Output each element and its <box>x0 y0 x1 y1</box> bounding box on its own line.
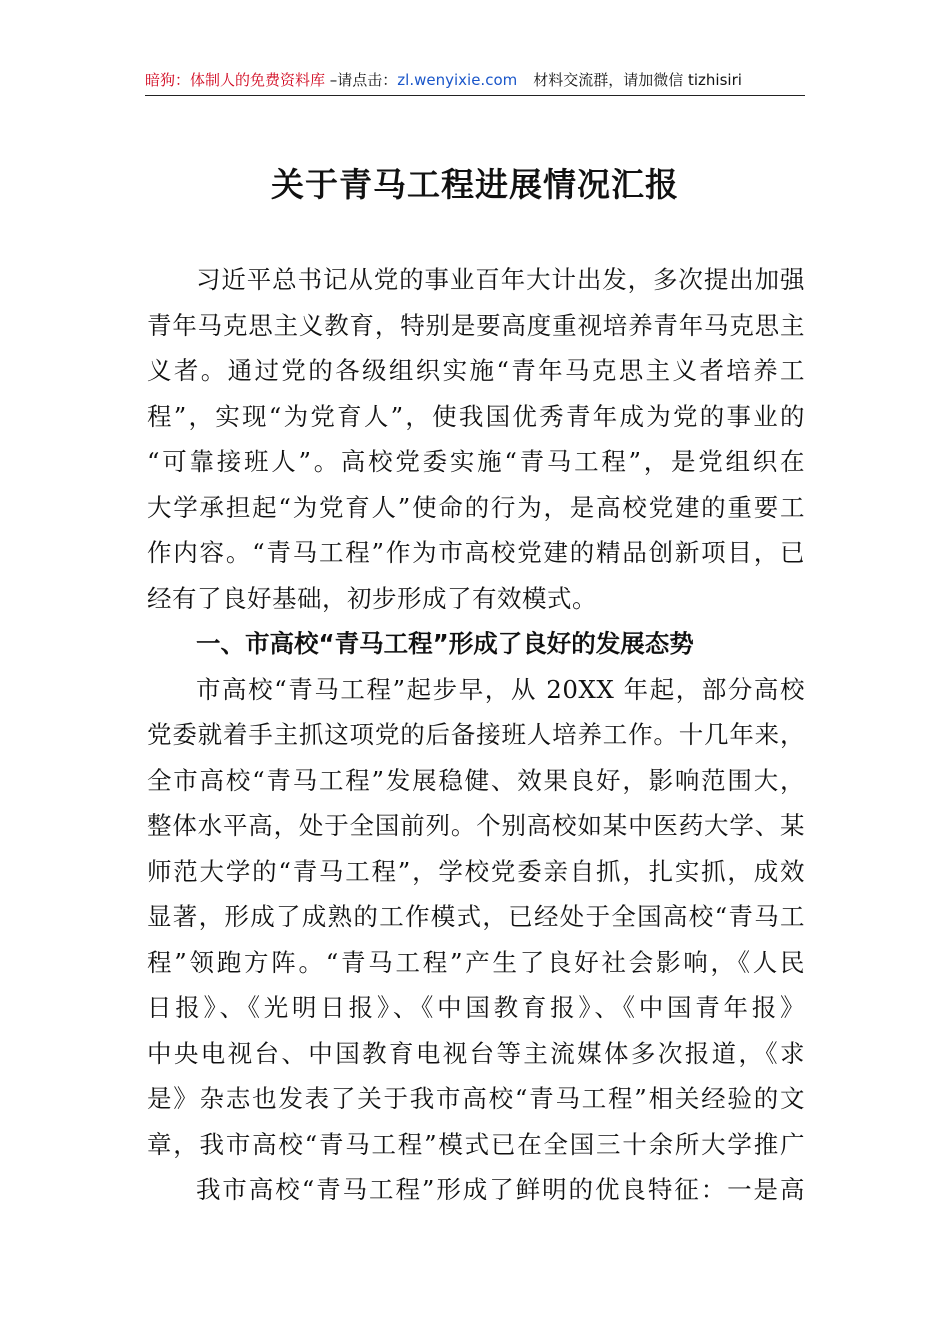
paragraph-line: 作内容。“青马工程”作为市高校党建的精品创新项目，已 <box>147 538 805 567</box>
paragraph-line: 日报》、《光明日报》、《中国教育报》、《中国青年报》 <box>147 993 805 1022</box>
paragraph-line: 大学承担起“为党育人”使命的行为，是高校党建的重要工 <box>147 492 805 522</box>
header-divider <box>145 95 805 96</box>
document-title: 关于青马工程进展情况汇报 <box>271 165 679 204</box>
paragraph-line: 整体水平高，处于全国前列。个别高校如某中医药大学、某 <box>147 811 805 840</box>
paragraph-line: 是》杂志也发表了关于我市高校“青马工程”相关经验的文 <box>147 1084 805 1113</box>
section-heading: 一、市高校“青马工程”形成了良好的发展态势 <box>196 629 694 658</box>
header-link[interactable]: zl.wenyixie.com <box>397 71 518 89</box>
header-cta: –请点击： <box>325 71 398 89</box>
document-body <box>147 257 805 1213</box>
page-header <box>145 66 805 94</box>
paragraph-line: 青年马克思主义教育，特别是要高度重视培养青年马克思主 <box>147 310 805 340</box>
paragraph-line: 显著，形成了成熟的工作模式，已经处于全国高校“青马工 <box>147 902 805 931</box>
paragraph-line: 程”领跑方阵。“青马工程”产生了良好社会影响，《人民 <box>147 947 805 977</box>
paragraph-line: 章，我市高校“青马工程”模式已在全国三十余所大学推广 <box>147 1129 805 1159</box>
paragraph-line: 经有了良好基础，初步形成了有效模式。 <box>147 583 597 613</box>
paragraph-line: 习近平总书记从党的事业百年大计出发，多次提出加强 <box>196 265 805 294</box>
paragraph-line: 党委就着手主抓这项党的后备接班人培养工作。十几年来， <box>147 720 805 749</box>
paragraph-line: 市高校“青马工程”起步早，从 20XX 年起，部分高校 <box>196 674 805 704</box>
paragraph-line: 师范大学的“青马工程”，学校党委亲自抓，扎实抓，成效 <box>147 856 805 886</box>
paragraph-line: 全市高校“青马工程”发展稳健、效果良好，影响范围大， <box>147 765 805 795</box>
paragraph-line: 中央电视台、中国教育电视台等主流媒体多次报道，《求 <box>147 1038 805 1068</box>
header-brand: 暗狗：体制人的免费资料库 <box>145 71 326 89</box>
paragraph-line: 我市高校“青马工程”形成了鲜明的优良特征：一是高 <box>196 1175 805 1204</box>
paragraph-line: 义者。通过党的各级组织实施“青年马克思主义者培养工 <box>147 356 805 385</box>
paragraph-line: “可靠接班人”。高校党委实施“青马工程”，是党组织在 <box>147 447 805 476</box>
header-wechat: 材料交流群，请加微信 tizhisiri <box>533 71 742 89</box>
paragraph-line: 程”，实现“为党育人”，使我国优秀青年成为党的事业的 <box>147 401 805 431</box>
